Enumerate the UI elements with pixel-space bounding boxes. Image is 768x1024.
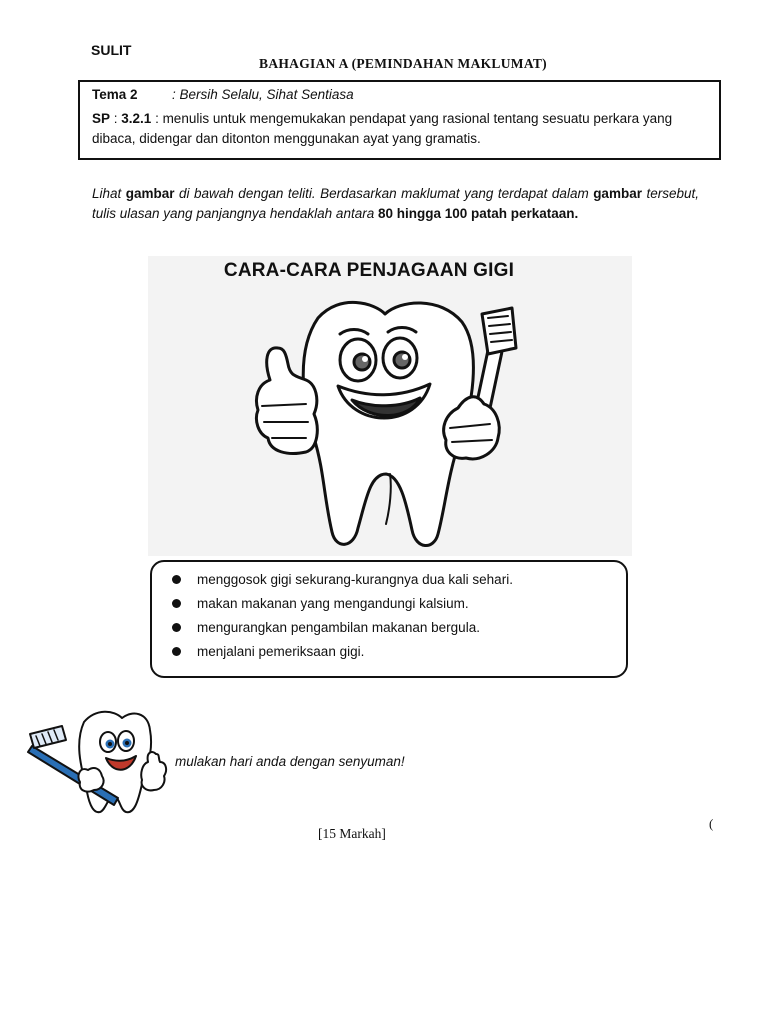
sp-text: : menulis untuk mengemukakan pendapat yang rasional tentang sesuatu perkara yang dibaca, didengar dan ditonton menggunakan ayat yang gramatis.	[92, 111, 673, 146]
tema-value: : Bersih Selalu, Sihat Sentiasa	[172, 87, 354, 102]
stray-mark: (	[709, 816, 714, 831]
tip-item	[172, 572, 513, 587]
tagline: mulakan hari anda dengan senyuman!	[175, 754, 405, 769]
bullet-icon	[172, 647, 181, 656]
tips-box	[150, 560, 628, 678]
bullet-icon	[172, 575, 181, 584]
instruction-part-2: di bawah dengan teliti. Berdasarkan maklumat yang terdapat dalam	[174, 186, 594, 201]
confidential-label: SULIT	[91, 42, 132, 58]
sp-line	[92, 109, 702, 149]
sp-code: 3.2.1	[121, 111, 152, 126]
tip-text: menjalani pemeriksaan gigi.	[197, 644, 365, 659]
sp-separator: :	[110, 111, 122, 126]
tooth-mascot-illustration	[240, 288, 530, 553]
marks-label: [15 Markah]	[318, 826, 386, 841]
poster-title: CARA-CARA PENJAGAAN GIGI	[223, 260, 515, 281]
sp-label: SP	[92, 111, 111, 126]
instruction-part-1: Lihat	[92, 186, 126, 201]
tip-item	[172, 620, 480, 635]
instruction-paragraph	[92, 184, 699, 224]
tip-text: menggosok gigi sekurang-kurangnya dua kali sehari.	[197, 572, 513, 587]
bullet-icon	[172, 599, 181, 608]
instruction-bold-2: gambar	[593, 186, 642, 201]
instruction-bold-1: gambar	[125, 186, 175, 201]
tip-item	[172, 596, 469, 611]
tip-text: makan makanan yang mengandungi kalsium.	[197, 596, 469, 611]
theme-box	[78, 80, 721, 160]
section-title: BAHAGIAN A (PEMINDAHAN MAKLUMAT)	[259, 56, 547, 71]
tip-item	[172, 644, 364, 659]
instruction-part-3: tersebut, tulis ulasan yang panjangnya hendaklah antara	[92, 186, 699, 221]
instruction-bold-3: 80 hingga 100 patah perkataan.	[377, 206, 579, 221]
tip-text: mengurangkan pengambilan makanan bergula.	[197, 620, 480, 635]
bullet-icon	[172, 623, 181, 632]
small-tooth-mascot-illustration	[22, 704, 172, 819]
tema-label: Tema 2	[92, 87, 138, 102]
